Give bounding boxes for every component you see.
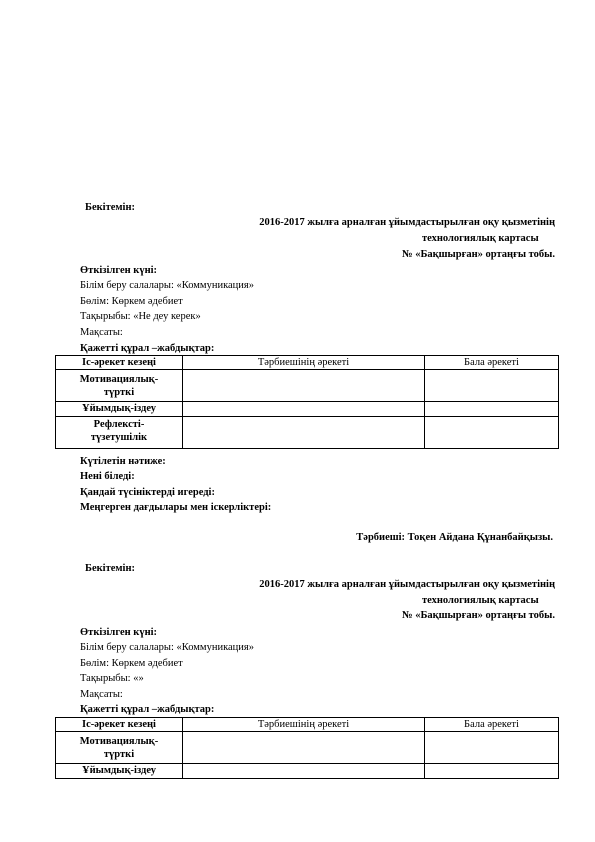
knows-label: Нені біледі: (80, 471, 135, 482)
section-label: Бөлім: Көркем әдебиет (80, 296, 183, 307)
table-row (56, 417, 559, 449)
lesson-table (55, 355, 559, 449)
header-stage: Іс-әрекет кезеңі (56, 356, 183, 370)
topic-label: Тақырыбы: «» (80, 673, 144, 684)
date-label: Өткізілген күні: (80, 265, 158, 276)
doc-title-line2: технологиялық картасы (422, 233, 539, 244)
stage-cell: Мотивациялық-түрткі (56, 370, 183, 402)
approve-label: Бекітемін: (85, 563, 136, 574)
child-action-cell (425, 417, 559, 449)
header-child-action: Бала әрекеті (425, 718, 559, 732)
teacher-action-cell (183, 370, 425, 402)
stage-cell: Рефлексті-түзетушілік (56, 417, 183, 449)
teacher-action-cell (183, 417, 425, 449)
concepts-label: Қандай түсініктерді игереді: (80, 487, 215, 498)
doc-title-group: № «Бақшырған» ортаңғы тобы. (402, 249, 555, 260)
header-teacher-action: Тәрбиешінің әрекеті (183, 356, 425, 370)
stage-cell: Мотивациялық-түрткі (56, 732, 183, 764)
stage-cell: Ұйымдық-іздеу (56, 402, 183, 417)
child-action-cell (425, 370, 559, 402)
equipment-label: Қажетті құрал –жабдықтар: (80, 704, 215, 715)
date-label: Өткізілген күні: (80, 627, 158, 638)
table-row (56, 764, 559, 779)
goal-label: Мақсаты: (80, 327, 123, 338)
expected-result-label: Күтілетін нәтиже: (80, 456, 166, 467)
doc-title-group: № «Бақшырған» ортаңғы тобы. (402, 610, 555, 621)
table-header-row (56, 718, 559, 732)
table-header-row (56, 356, 559, 370)
lesson-table (55, 717, 559, 779)
table-row (56, 732, 559, 764)
header-child-action: Бала әрекеті (425, 356, 559, 370)
header-stage: Іс-әрекет кезеңі (56, 718, 183, 732)
child-action-cell (425, 402, 559, 417)
doc-title-line1: 2016-2017 жылға арналған ұйымдастырылған оқу қызметінің (259, 217, 555, 228)
education-area: Білім беру салалары: «Коммуникация» (80, 642, 254, 653)
teacher-name: Тәрбиеші: Тоқен Айдана Құнанбайқызы. (356, 532, 553, 543)
approve-label: Бекітемін: (85, 202, 136, 213)
header-teacher-action: Тәрбиешінің әрекеті (183, 718, 425, 732)
teacher-action-cell (183, 732, 425, 764)
section-label: Бөлім: Көркем әдебиет (80, 658, 183, 669)
education-area: Білім беру салалары: «Коммуникация» (80, 280, 254, 291)
skills-label: Меңгерген дағдылары мен іскерліктері: (80, 502, 272, 513)
child-action-cell (425, 764, 559, 779)
table-row (56, 402, 559, 417)
stage-cell: Ұйымдық-іздеу (56, 764, 183, 779)
goal-label: Мақсаты: (80, 689, 123, 700)
doc-title-line1: 2016-2017 жылға арналған ұйымдастырылған оқу қызметінің (259, 579, 555, 590)
doc-title-line2: технологиялық картасы (422, 595, 539, 606)
topic-label: Тақырыбы: «Не деу керек» (80, 311, 201, 322)
teacher-action-cell (183, 402, 425, 417)
child-action-cell (425, 732, 559, 764)
table-row (56, 370, 559, 402)
equipment-label: Қажетті құрал –жабдықтар: (80, 343, 215, 354)
teacher-action-cell (183, 764, 425, 779)
